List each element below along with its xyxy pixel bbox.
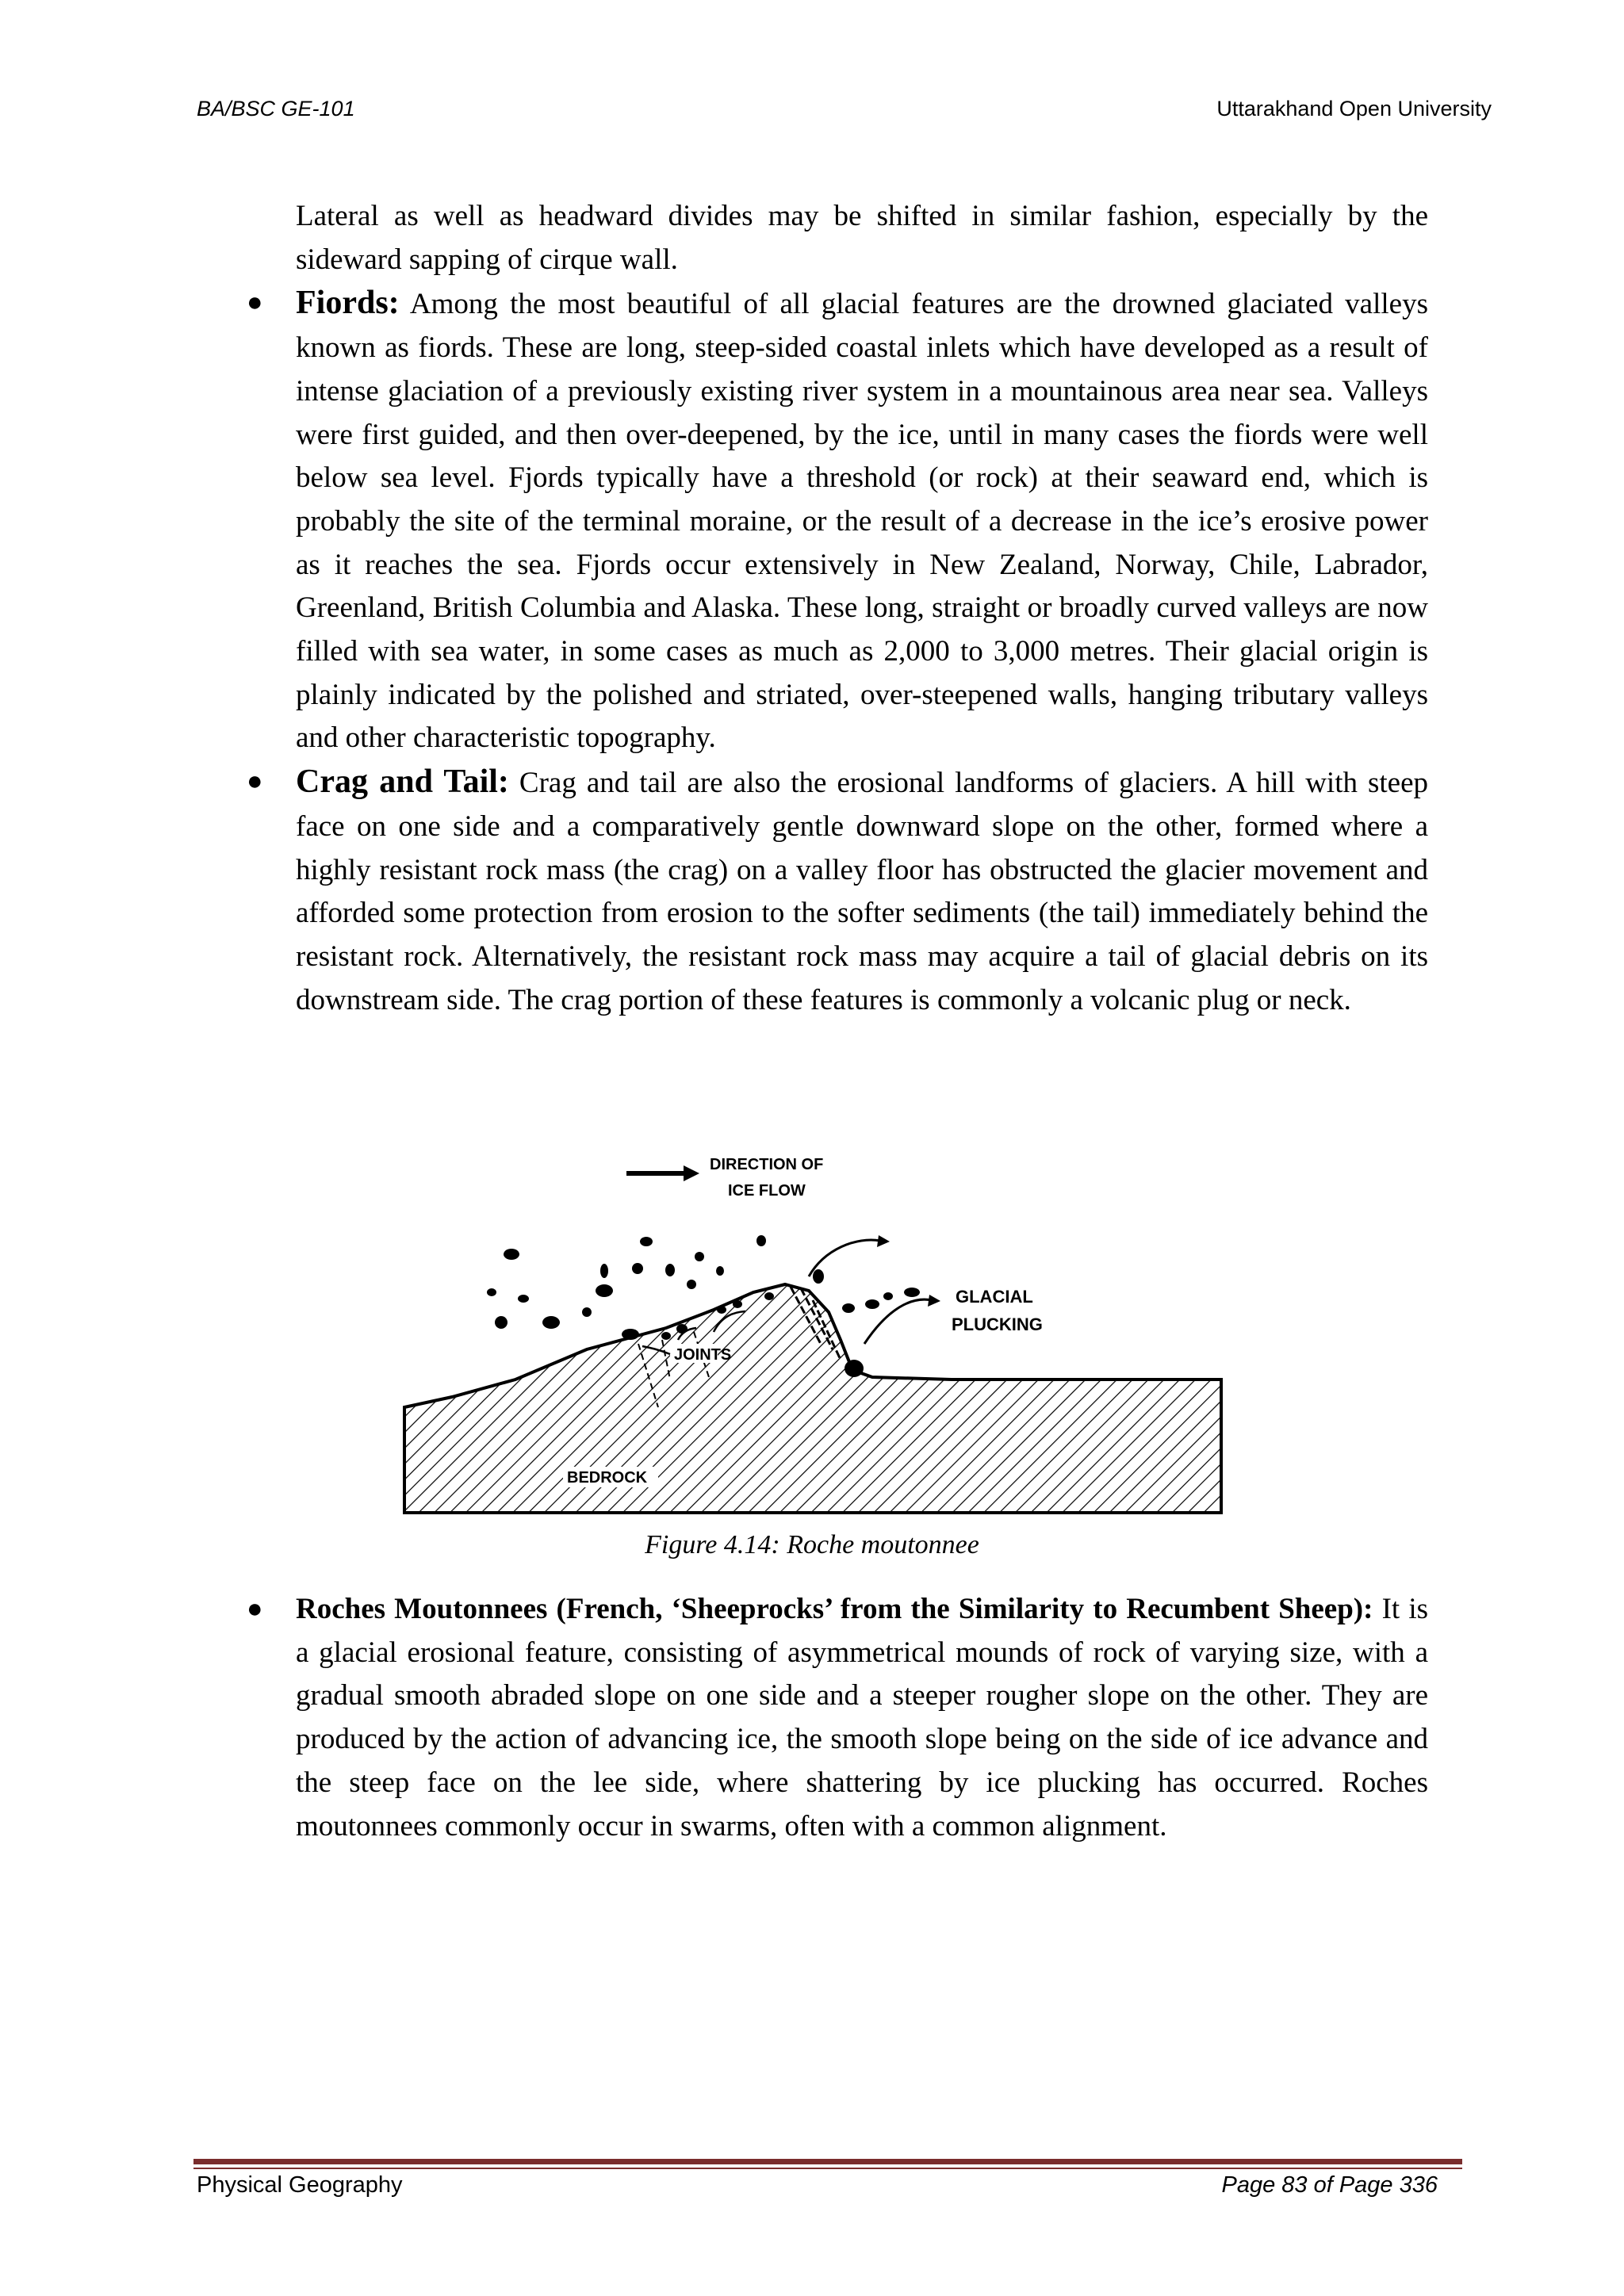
header-university: Uttarakhand Open University xyxy=(1216,97,1492,121)
text-block-top xyxy=(247,195,1429,1022)
figure-caption: Figure 4.14: Roche moutonnee xyxy=(645,1530,979,1559)
footer-subject: Physical Geography xyxy=(197,2172,403,2198)
bullet-fiords xyxy=(247,281,1428,760)
term-crag-and-tail: Crag and Tail: xyxy=(296,763,509,801)
crag-and-tail-text: Crag and tail are also the erosional landforms of glaciers. A hill with steep face on one side and a comparatively gentle downward slope on the other, formed where a highly resistant rock mass (the crag) on a valley floor has obstructed the glacier movement and afforded some protection from erosion to the softer sediments (the tail) immediately behind the resistant rock. Alternatively, the resistant rock mass may acquire a tail of glacial debris on its downstream side. The crag portion of these features is commonly a volcanic plug or neck. xyxy=(296,767,1429,1016)
roche-moutonnee-diagram xyxy=(396,1142,1237,1522)
plucking-arrowhead xyxy=(928,1295,940,1307)
plucking-arrowhead xyxy=(877,1235,890,1247)
label-joints: JOINTS xyxy=(674,1346,732,1364)
footer-divider xyxy=(193,2159,1462,2164)
bullet-roches-moutonnees xyxy=(247,1588,1429,1848)
bullet-dot-icon: ● xyxy=(247,767,263,797)
ice-flow-arrowhead xyxy=(684,1165,699,1181)
bullet-dot-icon: ● xyxy=(247,288,263,318)
bullet-dot-icon: ● xyxy=(247,1594,263,1624)
intro-paragraph: Lateral as well as headward divides may be shifted in similar fashion, especially by the sideward sapping of cirque wall. xyxy=(296,200,1428,276)
footer-divider-thin xyxy=(193,2168,1462,2169)
header-course-code: BA/BSC GE-101 xyxy=(197,97,355,121)
roches-moutonnees-text: It is a glacial erosional feature, consisting of asymmetrical mounds of rock of varying size, with a gradual smooth abraded slope on one side and a steeper rougher slope on the other. They are produced by the action of advancing ice, the smooth slope being on the side of ice advance and the steep face on the lee side, where shattering by ice plucking has occurred. Roches moutonnees commonly occur in swarms, often with a common alignment. xyxy=(296,1593,1429,1843)
label-bedrock: BEDROCK xyxy=(567,1469,648,1487)
label-glacial: GLACIAL xyxy=(956,1287,1033,1307)
bullet-crag-and-tail xyxy=(247,760,1429,1022)
term-roches-moutonnees: Roches Moutonnees (French, ‘Sheeprocks’ from the Similarity to Recumbent Sheep): xyxy=(296,1593,1373,1625)
label-plucking: PLUCKING xyxy=(952,1314,1043,1334)
text-block-bottom xyxy=(247,1588,1429,1848)
footer-page-number: Page 83 of Page 336 xyxy=(1221,2172,1438,2198)
bedrock-shape xyxy=(404,1284,1221,1513)
label-ice-flow: ICE FLOW xyxy=(728,1182,806,1200)
label-direction-of: DIRECTION OF xyxy=(710,1156,824,1173)
fiords-text: Among the most beautiful of all glacial features are the drowned glaciated valleys known as fiords. These are long, steep-sided coastal inlets which have developed as a result of intense glaciation of a previously existing river system in a mountainous area near sea. Valleys were first guided, and then over-deepened, by the ice, until in many cases the fiords were well below sea level. Fjords typically have a threshold (or rock) at their seaward end, which is probably the site of the terminal moraine, or the result of a decrease in the ice’s erosive power as it reaches the sea. Fjords occur extensively in New Zealand, Norway, Chile, Labrador, Greenland, British Columbia and Alaska. These long, straight or broadly curved valleys are now filled with sea water, in some cases as much as 2,000 to 3,000 metres. Their glacial origin is plainly indicated by the polished and striated, over-steepened walls, hanging tributary valleys and other characteristic topography. xyxy=(296,288,1428,755)
term-fiords: Fiords: xyxy=(296,285,400,322)
